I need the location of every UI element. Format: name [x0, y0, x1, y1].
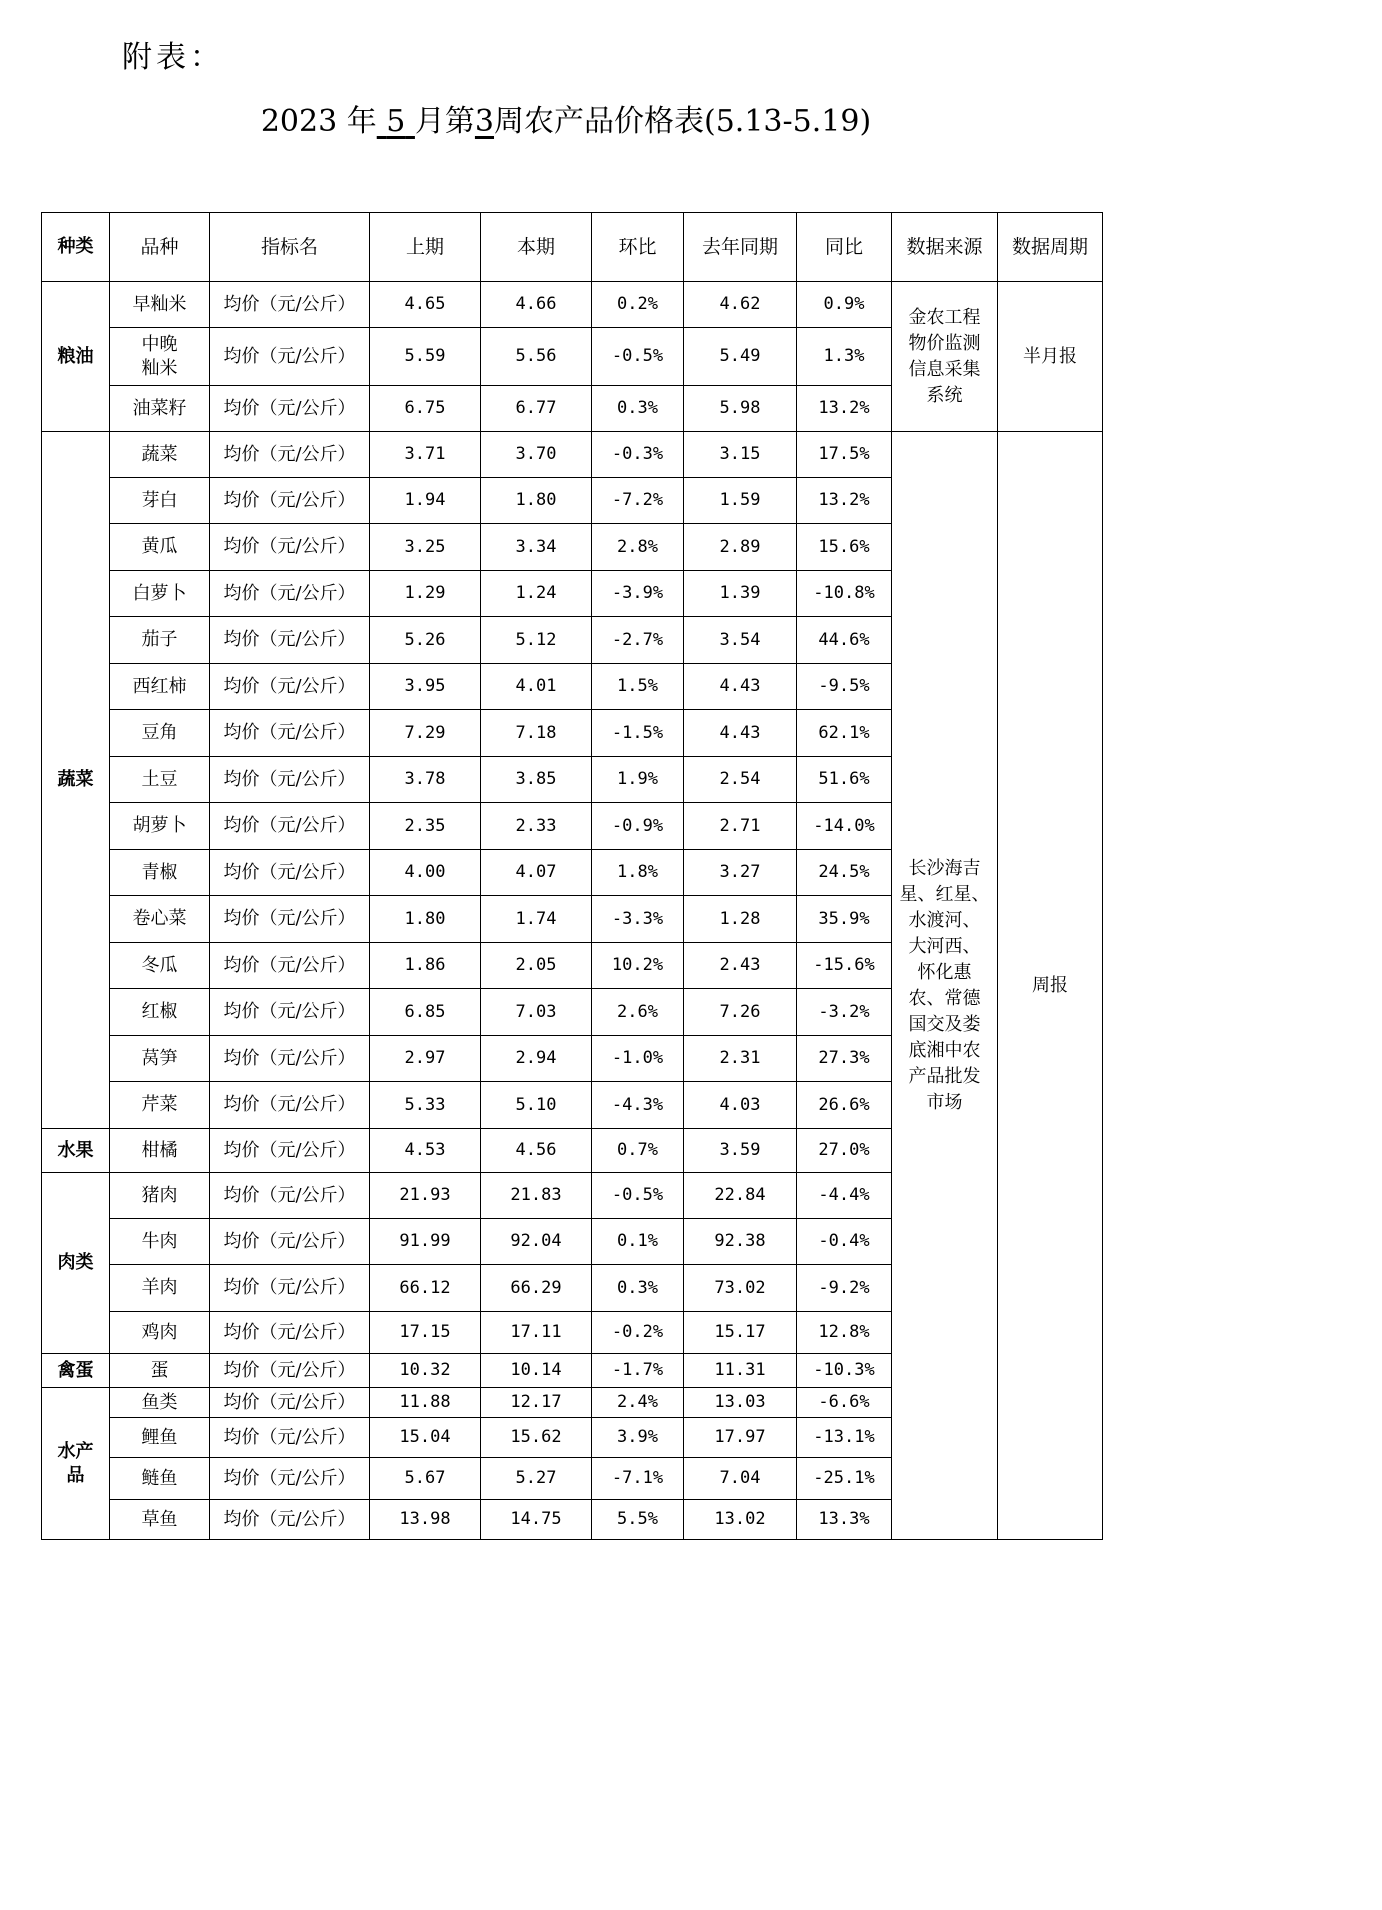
- curr-value: 4.56: [481, 1129, 592, 1173]
- category-header: 种类: [42, 213, 110, 282]
- indicator-cell: 均价（元/公斤）: [210, 1312, 370, 1354]
- variety-cell: 鲢鱼: [110, 1458, 210, 1500]
- curr-value: 2.05: [481, 943, 592, 989]
- prev-value: 3.78: [370, 757, 481, 803]
- last-year-value: 2.31: [684, 1036, 797, 1082]
- curr-value: 17.11: [481, 1312, 592, 1354]
- variety-cell: 草鱼: [110, 1500, 210, 1540]
- indicator-cell: 均价（元/公斤）: [210, 478, 370, 524]
- prev-value: 15.04: [370, 1418, 481, 1458]
- yoy-value: 0.9%: [797, 282, 892, 328]
- yoy-value: -4.4%: [797, 1173, 892, 1219]
- title-suffix: 周农产品价格表(5.13-5.19): [494, 104, 872, 139]
- title-middle: 月第: [414, 104, 475, 139]
- title-month: 5: [386, 104, 406, 139]
- variety-cell: 早籼米: [110, 282, 210, 328]
- last-year-value: 4.43: [684, 710, 797, 757]
- yoy-value: 24.5%: [797, 850, 892, 896]
- mom-value: -1.5%: [592, 710, 684, 757]
- last-year-value: 7.26: [684, 989, 797, 1036]
- title-week: 3: [474, 104, 495, 139]
- last-year-value: 3.59: [684, 1129, 797, 1173]
- last-year-value: 2.43: [684, 943, 797, 989]
- prev-value: 1.80: [370, 896, 481, 943]
- variety-cell: 鲤鱼: [110, 1418, 210, 1458]
- variety-cell: 蛋: [110, 1354, 210, 1388]
- variety-cell: 羊肉: [110, 1265, 210, 1312]
- mom-value: 1.5%: [592, 664, 684, 710]
- last-year-value: 1.28: [684, 896, 797, 943]
- indicator-cell: 均价（元/公斤）: [210, 1082, 370, 1129]
- prev-value: 1.86: [370, 943, 481, 989]
- yoy-value: 13.2%: [797, 386, 892, 432]
- prev-value: 5.33: [370, 1082, 481, 1129]
- prev-value: 3.71: [370, 432, 481, 478]
- mom-value: -1.7%: [592, 1354, 684, 1388]
- mom-value: 0.2%: [592, 282, 684, 328]
- curr-value: 1.80: [481, 478, 592, 524]
- yoy-value: 13.3%: [797, 1500, 892, 1540]
- yoy-value: 1.3%: [797, 328, 892, 386]
- category-cell: 禽蛋: [42, 1354, 110, 1388]
- price-table: [41, 212, 1103, 1540]
- category-cell: 肉类: [42, 1173, 110, 1354]
- yoy-value: 51.6%: [797, 757, 892, 803]
- prev-value: 17.15: [370, 1312, 481, 1354]
- indicator-cell: 均价（元/公斤）: [210, 1265, 370, 1312]
- yoy-value: -10.8%: [797, 571, 892, 617]
- variety-cell: 胡萝卜: [110, 803, 210, 850]
- indicator-cell: 均价（元/公斤）: [210, 1418, 370, 1458]
- yoy-value: 27.0%: [797, 1129, 892, 1173]
- yoy-value: -15.6%: [797, 943, 892, 989]
- indicator-cell: 均价（元/公斤）: [210, 571, 370, 617]
- prev-value: 10.32: [370, 1354, 481, 1388]
- mom-value: -0.2%: [592, 1312, 684, 1354]
- yoy-value: -9.2%: [797, 1265, 892, 1312]
- curr-value: 5.56: [481, 328, 592, 386]
- prev-value: 3.95: [370, 664, 481, 710]
- curr-value: 10.14: [481, 1354, 592, 1388]
- yoy-value: 13.2%: [797, 478, 892, 524]
- last-year-value: 2.54: [684, 757, 797, 803]
- indicator-cell: 均价（元/公斤）: [210, 386, 370, 432]
- indicator-cell: 均价（元/公斤）: [210, 710, 370, 757]
- yoy-value: -14.0%: [797, 803, 892, 850]
- curr-value: 2.33: [481, 803, 592, 850]
- prev-value: 4.53: [370, 1129, 481, 1173]
- indicator-cell: 均价（元/公斤）: [210, 664, 370, 710]
- table-header-row: [42, 213, 1103, 282]
- indicator-cell: 均价（元/公斤）: [210, 1036, 370, 1082]
- last-year-value: 7.04: [684, 1458, 797, 1500]
- last-year-header: 去年同期: [684, 213, 797, 282]
- curr-value: 1.74: [481, 896, 592, 943]
- variety-cell: 西红柿: [110, 664, 210, 710]
- variety-cell: 鸡肉: [110, 1312, 210, 1354]
- curr-value: 3.70: [481, 432, 592, 478]
- category-cell: 蔬菜: [42, 432, 110, 1129]
- curr-value: 3.85: [481, 757, 592, 803]
- data-period-cell: 周报: [998, 432, 1103, 1540]
- yoy-value: 15.6%: [797, 524, 892, 571]
- category-cell: 水果: [42, 1129, 110, 1173]
- curr-value: 14.75: [481, 1500, 592, 1540]
- table-body: [42, 282, 1103, 1540]
- variety-cell: 卷心菜: [110, 896, 210, 943]
- mom-value: 2.6%: [592, 989, 684, 1036]
- prev-value: 3.25: [370, 524, 481, 571]
- mom-value: -0.3%: [592, 432, 684, 478]
- title-prefix: 2023 年: [260, 104, 377, 139]
- prev-value: 2.35: [370, 803, 481, 850]
- indicator-cell: 均价（元/公斤）: [210, 943, 370, 989]
- last-year-value: 3.54: [684, 617, 797, 664]
- last-year-value: 13.03: [684, 1388, 797, 1418]
- variety-cell: 茄子: [110, 617, 210, 664]
- prev-value: 1.29: [370, 571, 481, 617]
- mom-value: 5.5%: [592, 1500, 684, 1540]
- indicator-cell: 均价（元/公斤）: [210, 1458, 370, 1500]
- last-year-value: 4.03: [684, 1082, 797, 1129]
- indicator-cell: 均价（元/公斤）: [210, 989, 370, 1036]
- last-year-value: 17.97: [684, 1418, 797, 1458]
- prev-value: 11.88: [370, 1388, 481, 1418]
- data-source-cell: 金农工程 物价监测 信息采集 系统: [892, 282, 998, 432]
- data-period-cell: 半月报: [998, 282, 1103, 432]
- indicator-cell: 均价（元/公斤）: [210, 850, 370, 896]
- last-year-value: 92.38: [684, 1219, 797, 1265]
- prev-value: 5.26: [370, 617, 481, 664]
- indicator-cell: 均价（元/公斤）: [210, 1173, 370, 1219]
- prev-value: 6.75: [370, 386, 481, 432]
- curr-value: 66.29: [481, 1265, 592, 1312]
- last-year-value: 4.62: [684, 282, 797, 328]
- last-year-value: 73.02: [684, 1265, 797, 1312]
- indicator-cell: 均价（元/公斤）: [210, 757, 370, 803]
- yoy-value: -6.6%: [797, 1388, 892, 1418]
- variety-cell: 冬瓜: [110, 943, 210, 989]
- mom-value: -3.3%: [592, 896, 684, 943]
- variety-cell: 豆角: [110, 710, 210, 757]
- mom-value: -1.0%: [592, 1036, 684, 1082]
- last-year-value: 3.15: [684, 432, 797, 478]
- variety-cell: 青椒: [110, 850, 210, 896]
- curr-value: 7.03: [481, 989, 592, 1036]
- mom-value: 2.8%: [592, 524, 684, 571]
- variety-cell: 鱼类: [110, 1388, 210, 1418]
- curr-value: 2.94: [481, 1036, 592, 1082]
- prev-value: 5.67: [370, 1458, 481, 1500]
- last-year-value: 1.59: [684, 478, 797, 524]
- indicator-cell: 均价（元/公斤）: [210, 432, 370, 478]
- prev-value: 2.97: [370, 1036, 481, 1082]
- last-year-value: 1.39: [684, 571, 797, 617]
- mom-value: -4.3%: [592, 1082, 684, 1129]
- variety-cell: 莴笋: [110, 1036, 210, 1082]
- attachment-label: 附表：: [122, 40, 224, 75]
- yoy-value: -10.3%: [797, 1354, 892, 1388]
- yoy-value: 62.1%: [797, 710, 892, 757]
- curr-value: 4.07: [481, 850, 592, 896]
- yoy-value: 26.6%: [797, 1082, 892, 1129]
- mom-value: 0.3%: [592, 1265, 684, 1312]
- indicator-cell: 均价（元/公斤）: [210, 1354, 370, 1388]
- curr-value: 12.17: [481, 1388, 592, 1418]
- yoy-value: -25.1%: [797, 1458, 892, 1500]
- prev-value: 6.85: [370, 989, 481, 1036]
- variety-cell: 油菜籽: [110, 386, 210, 432]
- variety-cell: 黄瓜: [110, 524, 210, 571]
- variety-cell: 白萝卜: [110, 571, 210, 617]
- indicator-header: 指标名: [210, 213, 370, 282]
- curr-value: 6.77: [481, 386, 592, 432]
- indicator-cell: 均价（元/公斤）: [210, 1219, 370, 1265]
- mom-value: 0.1%: [592, 1219, 684, 1265]
- curr-value: 5.27: [481, 1458, 592, 1500]
- yoy-value: 44.6%: [797, 617, 892, 664]
- mom-value: 1.9%: [592, 757, 684, 803]
- mom-value: -3.9%: [592, 571, 684, 617]
- variety-cell: 芹菜: [110, 1082, 210, 1129]
- prev-value: 4.00: [370, 850, 481, 896]
- indicator-cell: 均价（元/公斤）: [210, 803, 370, 850]
- yoy-value: -0.4%: [797, 1219, 892, 1265]
- prev-value: 7.29: [370, 710, 481, 757]
- variety-cell: 中晚 籼米: [110, 328, 210, 386]
- category-cell: 水产 品: [42, 1388, 110, 1540]
- mom-value: 1.8%: [592, 850, 684, 896]
- mom-value: -7.2%: [592, 478, 684, 524]
- indicator-cell: 均价（元/公斤）: [210, 896, 370, 943]
- last-year-value: 5.49: [684, 328, 797, 386]
- prev-header: 上期: [370, 213, 481, 282]
- variety-cell: 柑橘: [110, 1129, 210, 1173]
- variety-cell: 牛肉: [110, 1219, 210, 1265]
- curr-value: 3.34: [481, 524, 592, 571]
- variety-cell: 土豆: [110, 757, 210, 803]
- curr-value: 4.66: [481, 282, 592, 328]
- mom-value: 2.4%: [592, 1388, 684, 1418]
- mom-value: 3.9%: [592, 1418, 684, 1458]
- last-year-value: 5.98: [684, 386, 797, 432]
- curr-value: 21.83: [481, 1173, 592, 1219]
- mom-value: -2.7%: [592, 617, 684, 664]
- page-title: [0, 96, 1132, 140]
- mom-value: -0.9%: [592, 803, 684, 850]
- mom-header: 环比: [592, 213, 684, 282]
- curr-value: 4.01: [481, 664, 592, 710]
- prev-value: 91.99: [370, 1219, 481, 1265]
- table-row: [42, 432, 1103, 478]
- last-year-value: 4.43: [684, 664, 797, 710]
- indicator-cell: 均价（元/公斤）: [210, 282, 370, 328]
- prev-value: 13.98: [370, 1500, 481, 1540]
- prev-value: 5.59: [370, 328, 481, 386]
- last-year-value: 13.02: [684, 1500, 797, 1540]
- indicator-cell: 均价（元/公斤）: [210, 524, 370, 571]
- yoy-header: 同比: [797, 213, 892, 282]
- prev-value: 66.12: [370, 1265, 481, 1312]
- variety-cell: 蔬菜: [110, 432, 210, 478]
- variety-cell: 猪肉: [110, 1173, 210, 1219]
- variety-cell: 芽白: [110, 478, 210, 524]
- indicator-cell: 均价（元/公斤）: [210, 1500, 370, 1540]
- data-source-cell: 长沙海吉 星、红星、 水渡河、 大河西、 怀化惠 农、常德 国交及娄 底湘中农 产品批发 市场: [892, 432, 998, 1540]
- curr-value: 5.12: [481, 617, 592, 664]
- curr-value: 15.62: [481, 1418, 592, 1458]
- prev-value: 4.65: [370, 282, 481, 328]
- period-header: 数据周期: [998, 213, 1103, 282]
- mom-value: 0.3%: [592, 386, 684, 432]
- indicator-cell: 均价（元/公斤）: [210, 328, 370, 386]
- yoy-value: -9.5%: [797, 664, 892, 710]
- curr-header: 本期: [481, 213, 592, 282]
- curr-value: 92.04: [481, 1219, 592, 1265]
- mom-value: 10.2%: [592, 943, 684, 989]
- yoy-value: 35.9%: [797, 896, 892, 943]
- prev-value: 21.93: [370, 1173, 481, 1219]
- last-year-value: 2.89: [684, 524, 797, 571]
- yoy-value: 27.3%: [797, 1036, 892, 1082]
- curr-value: 5.10: [481, 1082, 592, 1129]
- prev-value: 1.94: [370, 478, 481, 524]
- category-cell: 粮油: [42, 282, 110, 432]
- mom-value: 0.7%: [592, 1129, 684, 1173]
- yoy-value: -13.1%: [797, 1418, 892, 1458]
- curr-value: 1.24: [481, 571, 592, 617]
- mom-value: -7.1%: [592, 1458, 684, 1500]
- curr-value: 7.18: [481, 710, 592, 757]
- yoy-value: -3.2%: [797, 989, 892, 1036]
- variety-header: 品种: [110, 213, 210, 282]
- last-year-value: 11.31: [684, 1354, 797, 1388]
- last-year-value: 3.27: [684, 850, 797, 896]
- yoy-value: 12.8%: [797, 1312, 892, 1354]
- mom-value: -0.5%: [592, 1173, 684, 1219]
- indicator-cell: 均价（元/公斤）: [210, 617, 370, 664]
- last-year-value: 22.84: [684, 1173, 797, 1219]
- last-year-value: 2.71: [684, 803, 797, 850]
- indicator-cell: 均价（元/公斤）: [210, 1129, 370, 1173]
- yoy-value: 17.5%: [797, 432, 892, 478]
- last-year-value: 15.17: [684, 1312, 797, 1354]
- mom-value: -0.5%: [592, 328, 684, 386]
- indicator-cell: 均价（元/公斤）: [210, 1388, 370, 1418]
- variety-cell: 红椒: [110, 989, 210, 1036]
- source-header: 数据来源: [892, 213, 998, 282]
- table-row: [42, 282, 1103, 328]
